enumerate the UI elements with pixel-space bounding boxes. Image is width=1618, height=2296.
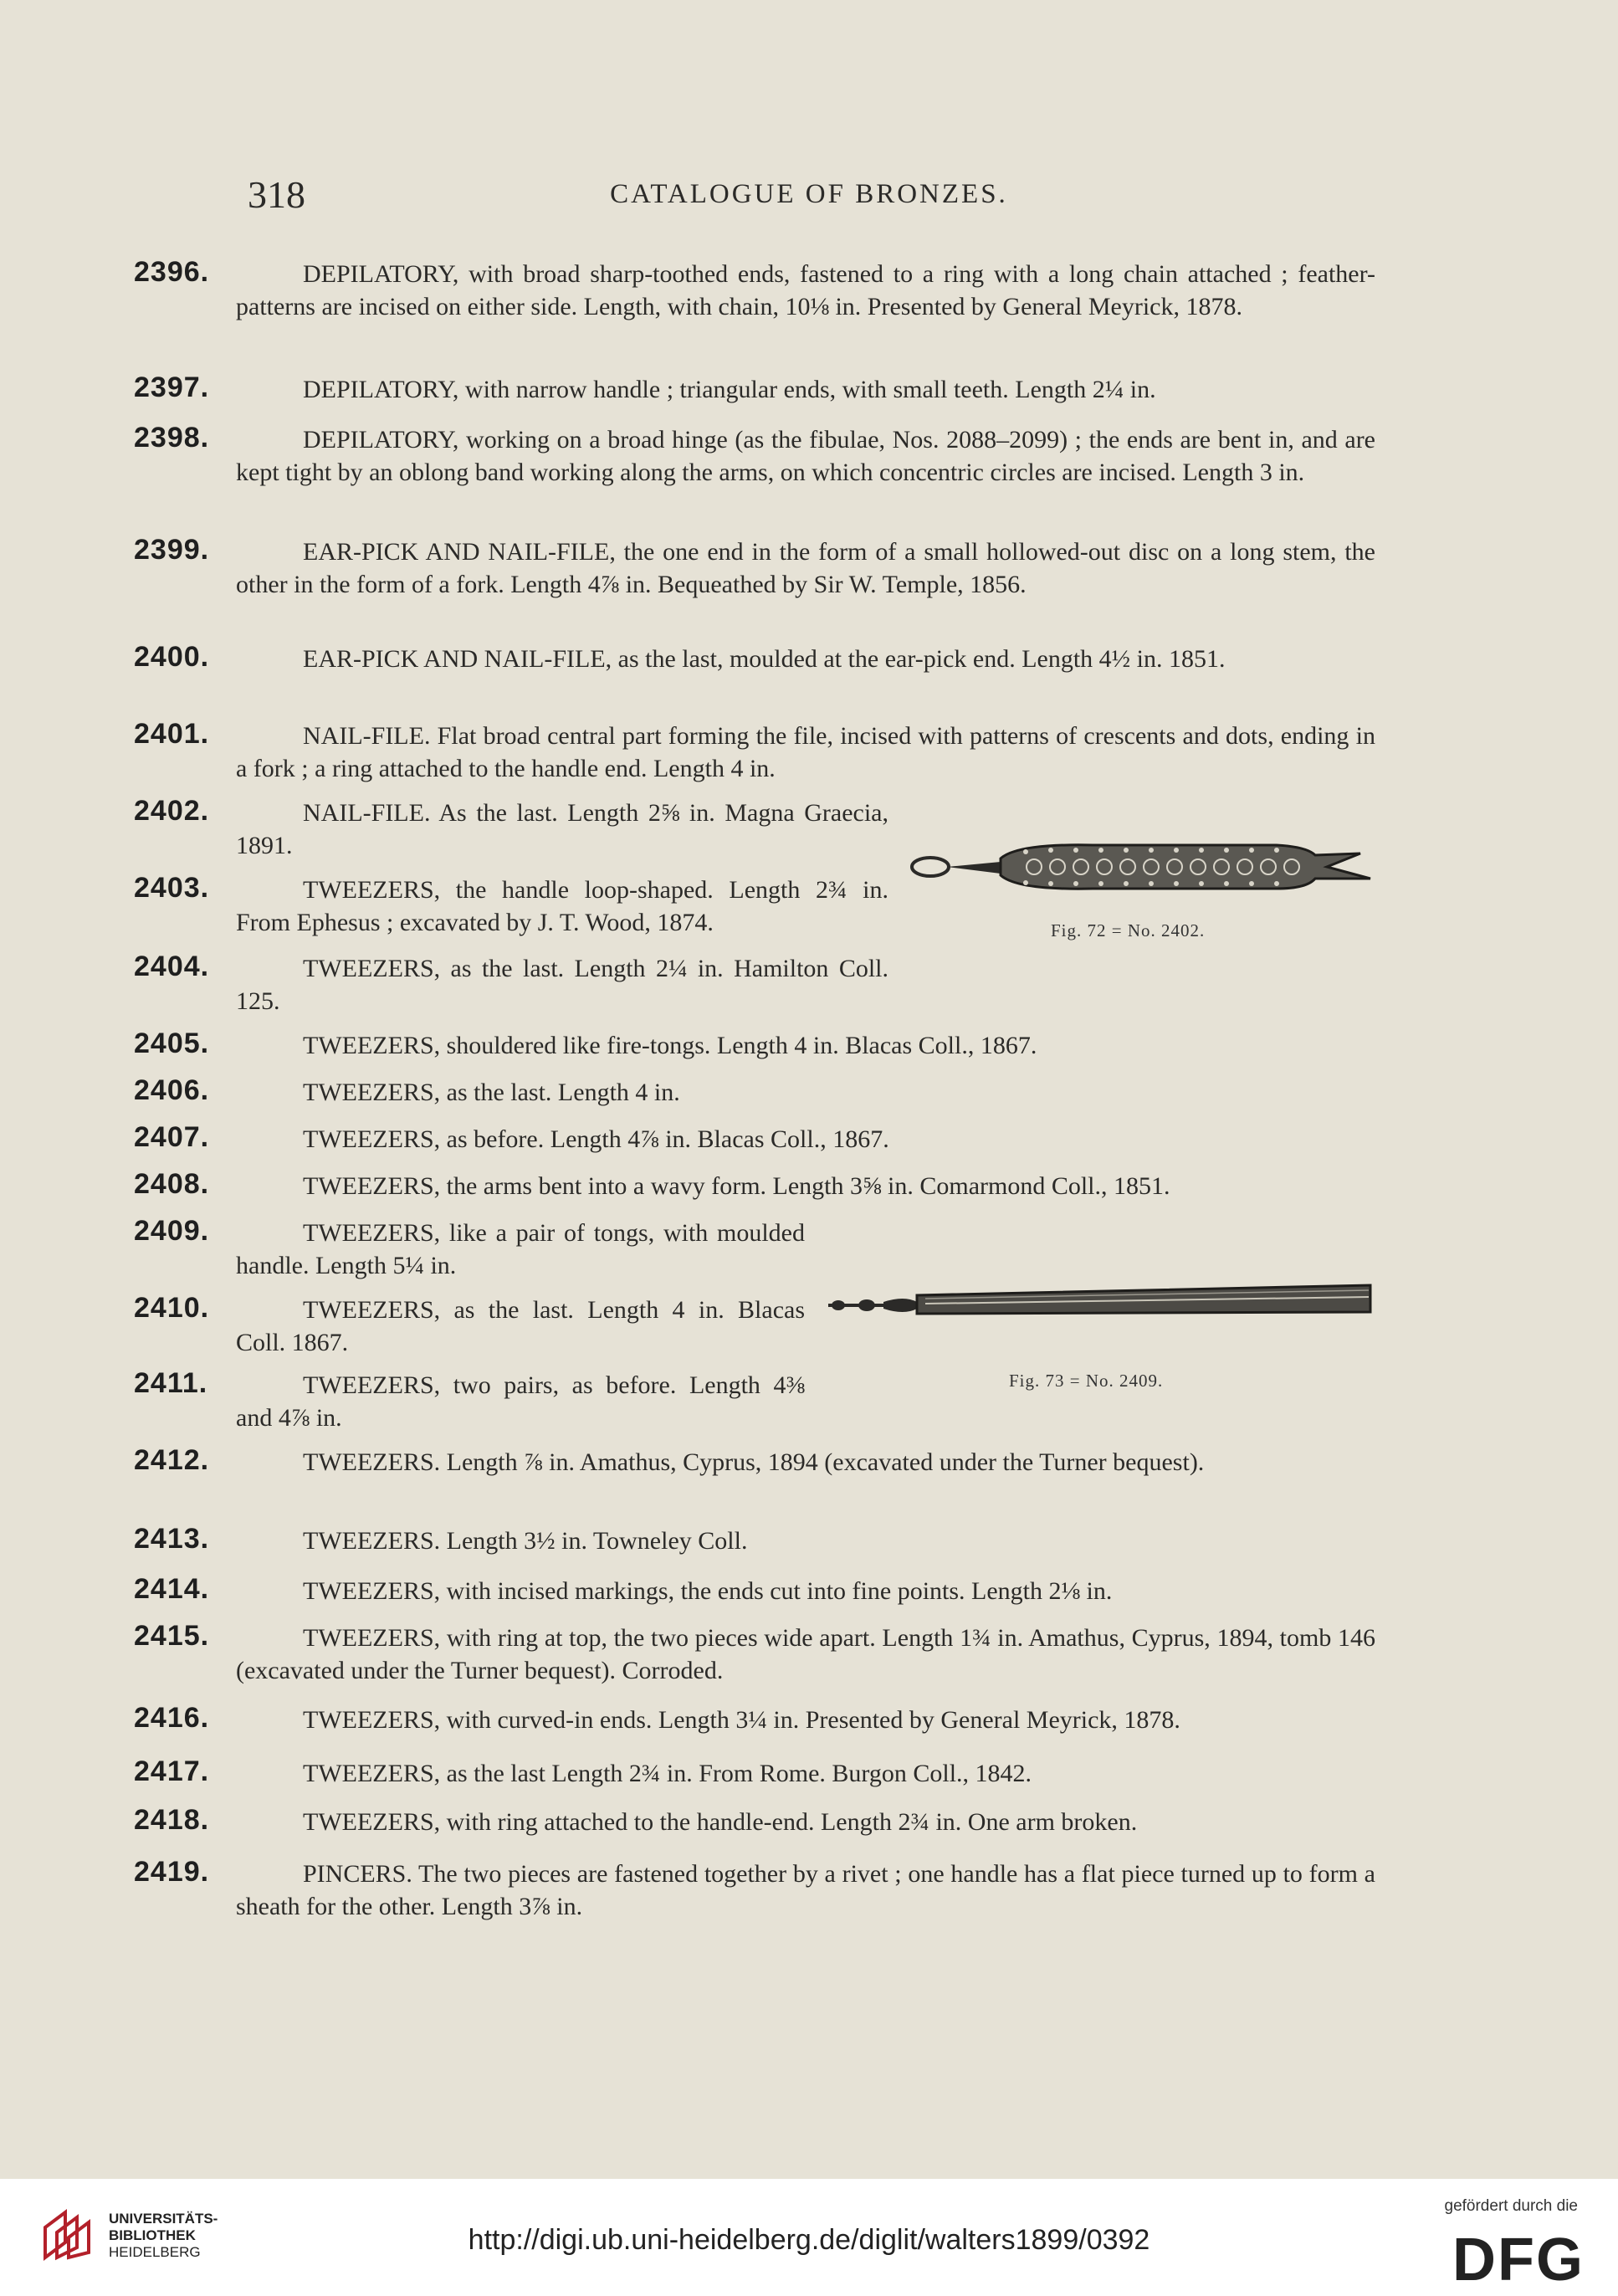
entry-text: TWEEZERS. Length ⅞ in. Amathus, Cyprus, 1894 (excavated under the Turner bequest). [303,1448,1205,1476]
entry-number: 2404. [134,951,210,982]
entry-text: TWEEZERS, as the last. Length 4 in. [303,1079,680,1106]
figure-caption: Fig. 72 = No. 2402. [1051,920,1206,940]
entry-text: EAR-PICK AND NAIL-FILE, the one end in the form of a small hollowed-out disc on a long stem, the other in the form of a fork. Length 4⅞ in. Bequeathed by Sir W. Temple, 1856. [236,538,1375,598]
running-title: CATALOGUE OF BRONZES. [610,179,1008,209]
tweezers-drawing [825,1277,1377,1327]
entry-text: NAIL-FILE. Flat broad central part forming the file, incised with patterns of crescents and dots, ending in a fork ; a ring attached to the handle end. Length 4 in. [236,722,1375,782]
entry-text: TWEEZERS, shouldered like fire-tongs. Length 4 in. Blacas Coll., 1867. [303,1032,1037,1059]
library-name-line1: UNIVERSITÄTS- [109,2211,218,2227]
entry-number: 2415. [134,1620,210,1652]
figure-caption: Fig. 73 = No. 2409. [1009,1371,1164,1391]
nail-file-figure [909,837,1374,904]
permalink[interactable]: http://digi.ub.uni-heidelberg.de/diglit/walters1899/0392 [468,2224,1150,2256]
entry-number: 2396. [134,256,210,288]
entry-text: PINCERS. The two pieces are fastened together by a rivet ; one handle has a flat piece turned up to form a sheath for the other. Length 3⅞ in. [236,1860,1375,1920]
entry-text: TWEEZERS, with ring at top, the two pieces wide apart. Length 1¾ in. Amathus, Cyprus, 1894, tomb 146 (excavated under the Turner bequest). Corroded. [236,1624,1375,1684]
library-name-line3: HEIDELBERG [109,2244,201,2260]
entry-number: 2409. [134,1215,210,1247]
entry-number: 2416. [134,1702,210,1734]
entry-text: TWEEZERS, the handle loop-shaped. Length 2¾ in. From Ephesus ; excavated by J. T. Wood, 1874. [236,876,888,936]
library-name-line2: BIBLIOTHEK [109,2227,196,2243]
entry-text: DEPILATORY, with narrow handle ; triangular ends, with small teeth. Length 2¼ in. [303,376,1156,403]
entry-number: 2414. [134,1573,210,1605]
page-header [0,172,1618,223]
nail-file-drawing [909,837,1374,904]
entry-number: 2418. [134,1804,210,1836]
entry-number: 2397. [134,372,210,403]
entry-number: 2419. [134,1856,210,1888]
entry-text: TWEEZERS, the arms bent into a wavy form. Length 3⅝ in. Comarmond Coll., 1851. [303,1172,1170,1200]
entry-text: TWEEZERS. Length 3½ in. Towneley Coll. [303,1527,748,1555]
entry-number: 2412. [134,1444,210,1476]
digitization-footer [0,2179,1618,2296]
entry-text: TWEEZERS, as before. Length 4⅞ in. Blacas Coll., 1867. [303,1125,889,1153]
entry-number: 2403. [134,872,210,904]
entry-number: 2417. [134,1755,210,1787]
entry-text: TWEEZERS, with curved-in ends. Length 3¼ in. Presented by General Meyrick, 1878. [303,1706,1180,1734]
entry-text: TWEEZERS, like a pair of tongs, with moulded handle. Length 5¼ in. [236,1219,805,1279]
entry-text: DEPILATORY, working on a broad hinge (as the fibulae, Nos. 2088–2099) ; the ends are bent in, and are kept tight by an oblong band working along the arms, on which concentric circles are incised. Length 3 in. [236,426,1375,486]
entry-text: DEPILATORY, with broad sharp-toothed ends, fastened to a ring with a long chain attached ; feather-patterns are incised on either side. Length, with chain, 10⅛ in. Presented by General Meyrick, 1878. [236,260,1375,320]
entry-text: TWEEZERS, as the last Length 2¾ in. From Rome. Burgon Coll., 1842. [303,1760,1032,1787]
entry-number: 2408. [134,1168,210,1200]
entry-text: EAR-PICK AND NAIL-FILE, as the last, moulded at the ear-pick end. Length 4½ in. 1851. [303,645,1226,673]
entry-number: 2406. [134,1074,210,1106]
entry-number: 2402. [134,795,210,827]
entry-text: TWEEZERS, as the last. Length 2¼ in. Hamilton Coll. 125. [236,955,888,1015]
entry-text: TWEEZERS, two pairs, as before. Length 4⅜ and 4⅞ in. [236,1371,805,1432]
entry-number: 2407. [134,1121,210,1153]
entry-number: 2405. [134,1028,210,1059]
entry-text: TWEEZERS, with ring attached to the handle-end. Length 2¾ in. One arm broken. [303,1808,1138,1836]
entry-number: 2401. [134,718,210,750]
entry-number: 2413. [134,1523,210,1555]
entry-number: 2411. [134,1367,208,1399]
entry-text: TWEEZERS, with incised markings, the ends cut into fine points. Length 2⅛ in. [303,1577,1113,1605]
entry-text: TWEEZERS, as the last. Length 4 in. Blacas Coll. 1867. [236,1296,805,1356]
entry-text: NAIL-FILE. As the last. Length 2⅝ in. Magna Graecia, 1891. [236,799,888,859]
entry-number: 2399. [134,534,210,566]
sponsor-text: gefördert durch die [1444,2197,1578,2215]
entry-number: 2410. [134,1292,210,1324]
dfg-logo: DFG [1452,2227,1585,2293]
page-number: 318 [248,173,305,216]
tweezers-figure [825,1277,1377,1327]
entry-number: 2398. [134,422,210,454]
entry-number: 2400. [134,641,210,673]
